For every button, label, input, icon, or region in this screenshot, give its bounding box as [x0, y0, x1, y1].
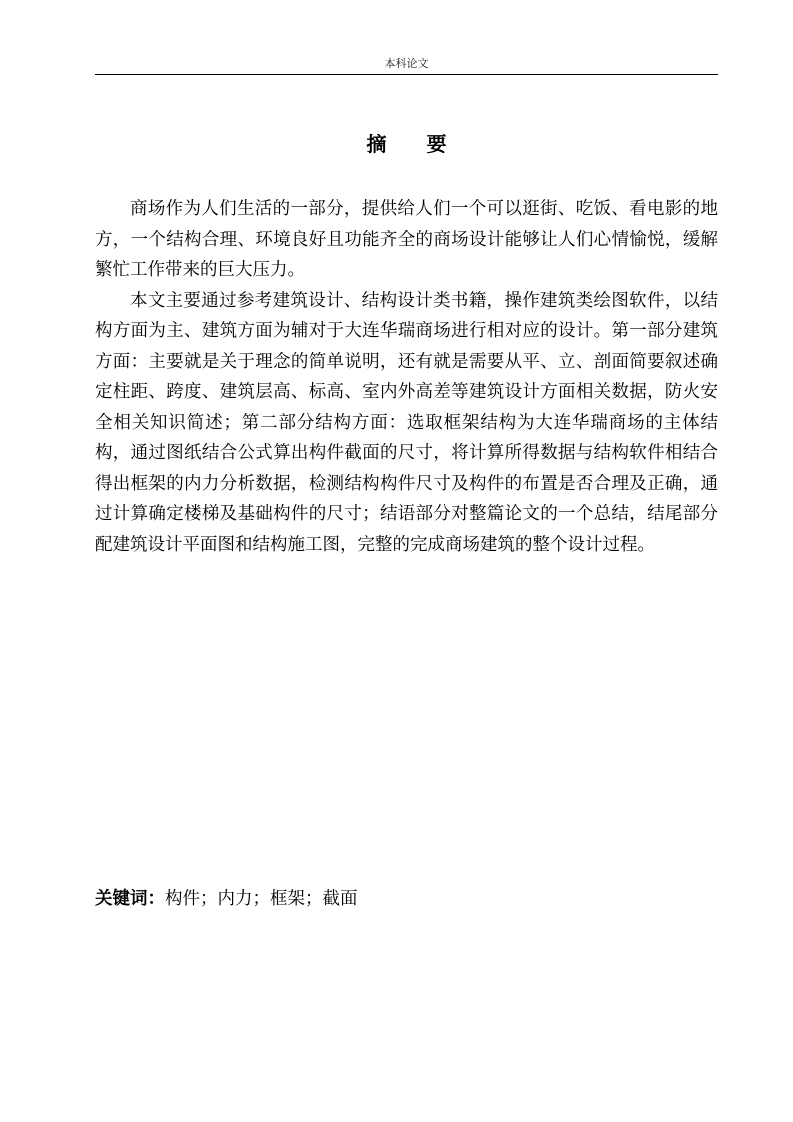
- abstract-paragraph-1: 商场作为人们生活的一部分，提供给人们一个可以逛街、吃饭、看电影的地方，一个结构合理、环境良好且功能齐全的商场设计能够让人们心情愉悦，缓解繁忙工作带来的巨大压力。: [95, 199, 718, 280]
- keywords-label: 关键词：: [95, 889, 165, 909]
- keywords-line: [95, 884, 718, 914]
- abstract-body: [95, 194, 718, 560]
- keywords-text: 构件；内力；框架；截面: [165, 889, 358, 909]
- abstract-title: 摘要: [366, 132, 487, 156]
- header-text: 本科论文: [384, 57, 429, 70]
- page-header: [95, 52, 718, 75]
- abstract-paragraph-2: 本文主要通过参考建筑设计、结构设计类书籍，操作建筑类绘图软件，以结构方面为主、建筑方面为辅对于大连华瑞商场进行相对应的设计。第一部分建筑方面：主要就是关于理念的简单说明，还有就是需要从平、立、剖面简要叙述确定柱距、跨度、建筑层高、标高、室内外高差等建筑设计方面相关数据，防火安全相关知识简述；第二部分结构方面：选取框架结构为大连华瑞商场的主体结构，通过图纸结合公式算出构件截面的尺寸，将计算所得数据与结构软件相结合得出框架的内力分析数据，检测结构构件尺寸及构件的布置是否合理及正确，通过计算确定楼梯及基础构件的尺寸；结语部分对整篇论文的一个总结，结尾部分配建筑设计平面图和结构施工图，完整的完成商场建筑的整个设计过程。: [95, 290, 718, 555]
